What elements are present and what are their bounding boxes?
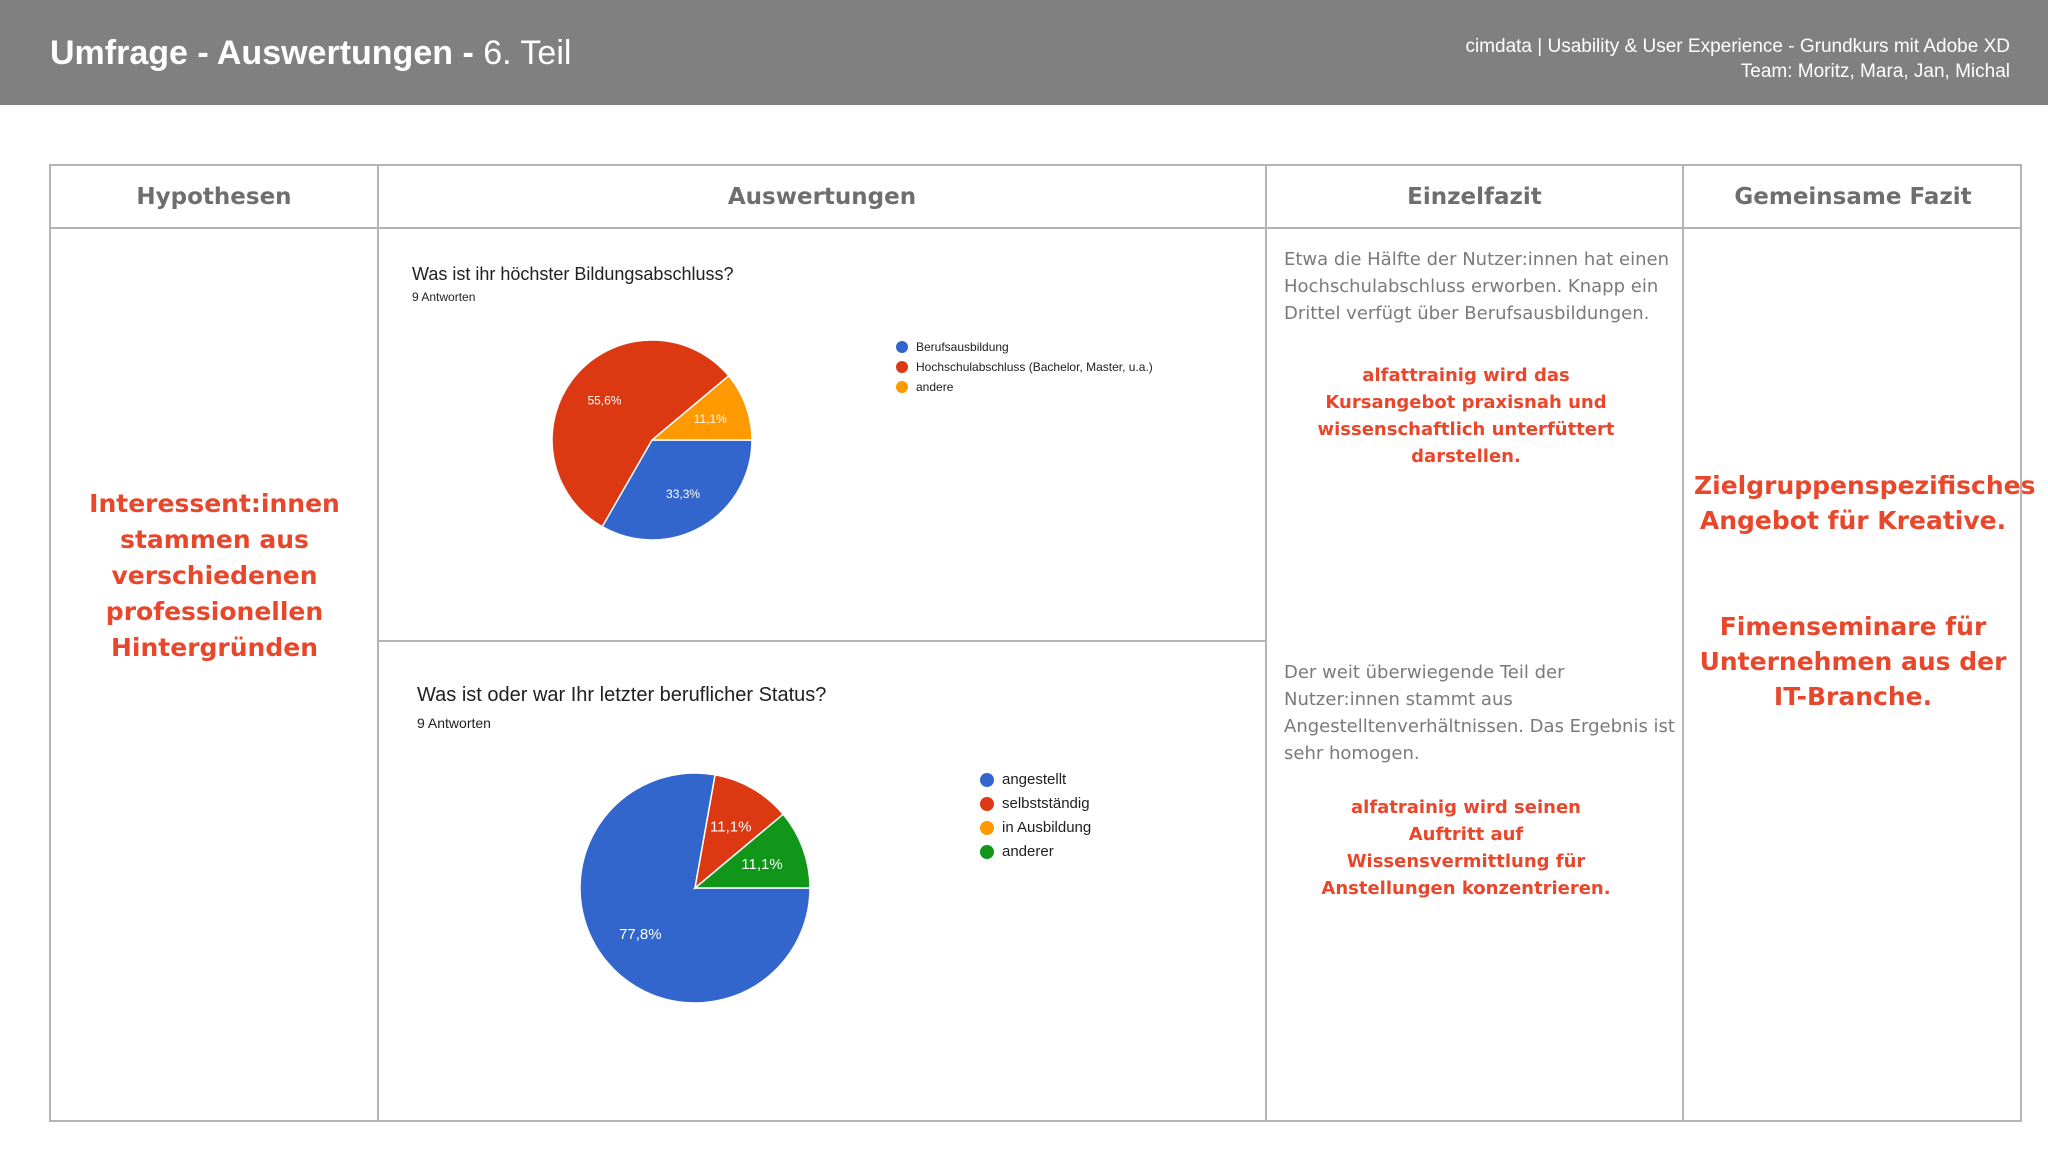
pie-slice-label: 11,1% [710,818,752,836]
pie-chart [550,338,754,542]
column-header-gemeinsame-fazit: Gemeinsame Fazit [1734,184,1972,210]
legend-swatch [980,845,994,859]
chart-row-divider [377,640,1267,642]
einzelfazit-1-conclusion: alfattrainig wird das Kursangebot praxisnah und wissenschaftlich unterfüttert darstellen. [1317,365,1615,467]
column-divider [1265,166,1267,1120]
column-header-einzelfazit: Einzelfazit [1407,184,1542,210]
legend-item [980,770,1180,790]
pie-slice-label: 11,1% [693,412,727,427]
pie-slice-label: 11,1% [741,855,783,873]
pie-slice-label: 77,8% [619,926,662,944]
gemeinsame-fazit-2: Fimenseminare für Unternehmen aus der IT-Branche. [1699,612,2007,711]
einzelfazit-1-text: Etwa die Hälfte der Nutzer:innen hat einen Hochschulabschluss erworben. Knapp ein Drittel verfügt über Berufsausbildungen. [1284,249,1669,324]
einzelfazit-2-conclusion: alfatrainig wird seinen Auftritt auf Wissensvermittlung für Anstellungen konzentrieren. [1321,797,1611,899]
slide-title-main: Umfrage - Auswertungen - [50,34,474,72]
legend-item [980,818,1180,838]
einzelfazit-2-text: Der weit überwiegende Teil der Nutzer:innen stammt aus Angestelltenverhältnissen. Das Ergebnis ist sehr homogen. [1284,662,1675,764]
column-header-auswertungen: Auswertungen [727,184,917,210]
legend-item [980,842,1180,862]
legend-swatch [896,381,908,393]
chart-subtitle: 9 Antworten [412,290,476,304]
legend-swatch [980,797,994,811]
column-divider [1682,166,1684,1120]
pie-chart [578,771,812,1005]
legend-item [896,379,1166,395]
legend-item [896,359,1166,375]
course-info: cimdata | Usability & User Experience - Grundkurs mit Adobe XD [1465,36,2010,57]
legend-swatch [980,773,994,787]
pie-slice-label: 33,3% [666,486,701,501]
legend-swatch [980,821,994,835]
legend-swatch [896,361,908,373]
legend-item [896,339,1166,355]
chart-legend [980,770,1180,866]
hypothesis-text: Interessent:innen stammen aus verschiedenen professionellen Hintergründen [89,489,340,662]
legend-label: in Ausbildung [1002,819,1092,836]
legend-label: Hochschulabschluss (Bachelor, Master, u.a.) [916,360,1153,374]
chart-subtitle: 9 Antworten [417,715,491,731]
legend-item [980,794,1180,814]
legend-label: anderer [1002,843,1054,860]
pie-slice-label: 55,6% [587,393,622,408]
slide-meta [1465,34,2010,84]
chart-legend [896,339,1166,399]
legend-label: Berufsausbildung [916,340,1009,354]
legend-label: selbstständig [1002,795,1090,812]
chart-title: Was ist oder war Ihr letzter beruflicher Status? [417,684,827,706]
team-info: Team: Moritz, Mara, Jan, Michal [1740,61,2010,82]
column-header-hypothesen: Hypothesen [136,184,292,210]
legend-label: angestellt [1002,771,1067,788]
legend-label: andere [916,380,954,394]
slide-title [50,34,571,73]
legend-swatch [896,341,908,353]
chart-title: Was ist ihr höchster Bildungsabschluss? [412,264,734,284]
evaluation-table [49,164,2036,1122]
slide-title-part: 6. Teil [473,34,572,72]
slide-header [0,0,2048,105]
gemeinsame-fazit-1: Zielgruppenspezifisches Angebot für Kreative. [1694,471,2036,535]
